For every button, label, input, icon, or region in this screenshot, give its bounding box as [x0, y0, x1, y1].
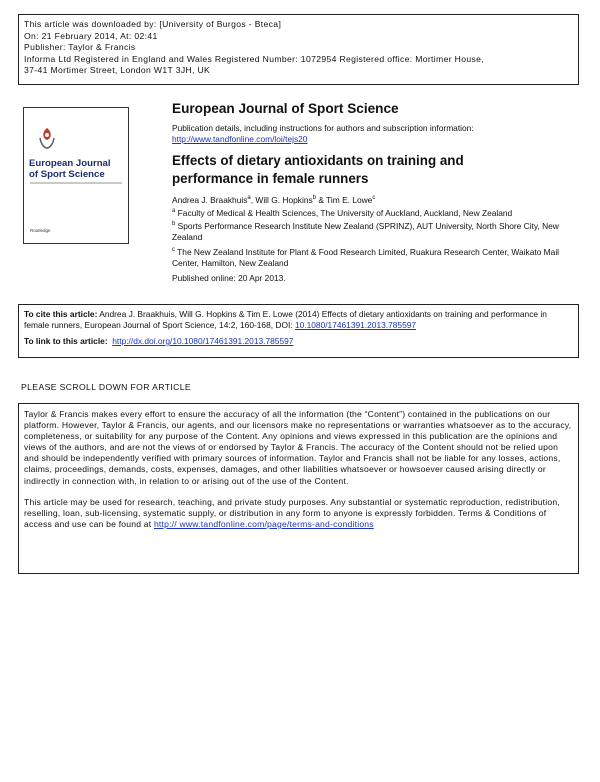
terms-text: This article may be used for research, teaching, and private study purposes. Any substantial or systematic reproduction, redistribution, reselling, loan, sub-licensing, systematic supply, or distribution in any form to anyone is expressly forbidden. Terms & Conditions of access and use can be found at — [24, 496, 560, 529]
author-name: & Tim E. Lowe — [316, 195, 373, 205]
journal-link[interactable]: http://www.tandfonline.com/loi/tejs20 — [172, 134, 308, 144]
download-line-4: Informa Ltd Registered in England and Wales Registered Number: 1072954 Registered office: Mortimer House, — [24, 53, 484, 64]
cover-journal-title — [29, 158, 127, 180]
journal-seal-icon — [36, 126, 58, 150]
journal-cover-image — [23, 107, 129, 244]
download-line-5: 37-41 Mortimer Street, London W1T 3JH, UK — [24, 65, 211, 76]
download-notice-box — [18, 14, 579, 85]
author-name: , Will G. Hopkins — [250, 195, 313, 205]
cover-title-line-2: of Sport Science — [29, 169, 105, 180]
cover-title-line-1: European Journal — [29, 158, 111, 169]
article-url-link[interactable]: http://dx.doi.org/10.1080/17461391.2013.785597 — [112, 336, 294, 346]
affiliation-text: Faculty of Medical & Health Sciences, The University of Auckland, Auckland, New Zealand — [175, 208, 513, 218]
author-affiliation-mark: c — [372, 195, 376, 202]
doi-link[interactable]: 10.1080/17461391.2013.785597 — [294, 320, 417, 330]
published-date: Published online: 20 Apr 2013. — [172, 273, 286, 283]
cite-paragraph — [24, 309, 573, 331]
download-line-3: Publisher: Taylor & Francis — [24, 42, 136, 53]
author-affiliation-mark: b — [312, 195, 317, 202]
article-title-line-1: Effects of dietary antioxidants on training and — [172, 153, 464, 168]
affiliation-mark: a — [172, 208, 176, 215]
citation-box — [18, 304, 579, 358]
affiliation-c — [172, 247, 580, 269]
journal-name: European Journal of Sport Science — [172, 101, 399, 116]
article-title-line-2: performance in female runners — [172, 170, 369, 186]
cover-subtitle-rule — [30, 182, 122, 184]
publication-details-text: Publication details, including instructions for authors and subscription information: — [172, 123, 474, 133]
download-line-1: This article was downloaded by: [University of Burgos - Bteca] — [24, 19, 282, 29]
author-affiliation-mark: a — [247, 195, 251, 202]
terms-link[interactable]: http:// www.tandfonline.com/page/terms-and-conditions — [153, 518, 374, 529]
affiliation-text: Sports Performance Research Institute New Zealand (SPRINZ), AUT University, North Shore City, New Zealand — [172, 221, 559, 242]
affiliation-mark: c — [172, 247, 175, 254]
affiliation-mark: b — [172, 221, 176, 228]
disclaimer-paragraph-2 — [24, 497, 573, 530]
disclaimer-paragraph-1: Taylor & Francis makes every effort to ensure the accuracy of all the information (the “Content”) contained in the publications on our platform. However, Taylor & Francis, our agents, and our licensors make no representations or warranties whatsoever as to the accuracy, completeness, or suitability for any purpose of the Content. Any opinions and views expressed in this publication are the opinions and views of the authors, and are not the views of or endorsed by Taylor & Francis. The accuracy of the Content should not be relied upon and should be independently verified with primary sources of information. Taylor and Francis shall not be liable for any losses, actions, claims, proceedings, demands, costs, expenses, damages, and other liabilities whatsoever or howsoever caused arising directly or indirectly in connection with, in relation to or arising out of the use of the Content. — [24, 409, 572, 486]
cover-publisher-logo: Routledge — [30, 228, 51, 233]
author-list — [172, 195, 375, 205]
author-name: Andrea J. Braakhuis — [172, 195, 248, 205]
cite-label: To cite this article: — [24, 309, 98, 319]
affiliation-text: The New Zealand Institute for Plant & Food Research Limited, Ruakura Research Center, Waikato Mail Center, Hamilton, New Zealand — [172, 247, 560, 268]
download-line-2: On: 21 February 2014, At: 02:41 — [24, 30, 158, 41]
affiliation-b — [172, 221, 580, 243]
disclaimer-box — [18, 403, 579, 574]
publication-details — [172, 123, 572, 145]
article-title — [172, 152, 572, 187]
link-label: To link to this article: — [24, 336, 108, 346]
link-paragraph — [24, 336, 573, 347]
affiliation-a — [172, 208, 580, 219]
cite-text: Andrea J. Braakhuis, Will G. Hopkins & Tim E. Lowe (2014) Effects of dietary antioxidants on training and performance in female runners, European Journal of Sport Science, 14:2, 160-168, DOI: — [24, 309, 547, 330]
scroll-notice: PLEASE SCROLL DOWN FOR ARTICLE — [21, 382, 192, 392]
